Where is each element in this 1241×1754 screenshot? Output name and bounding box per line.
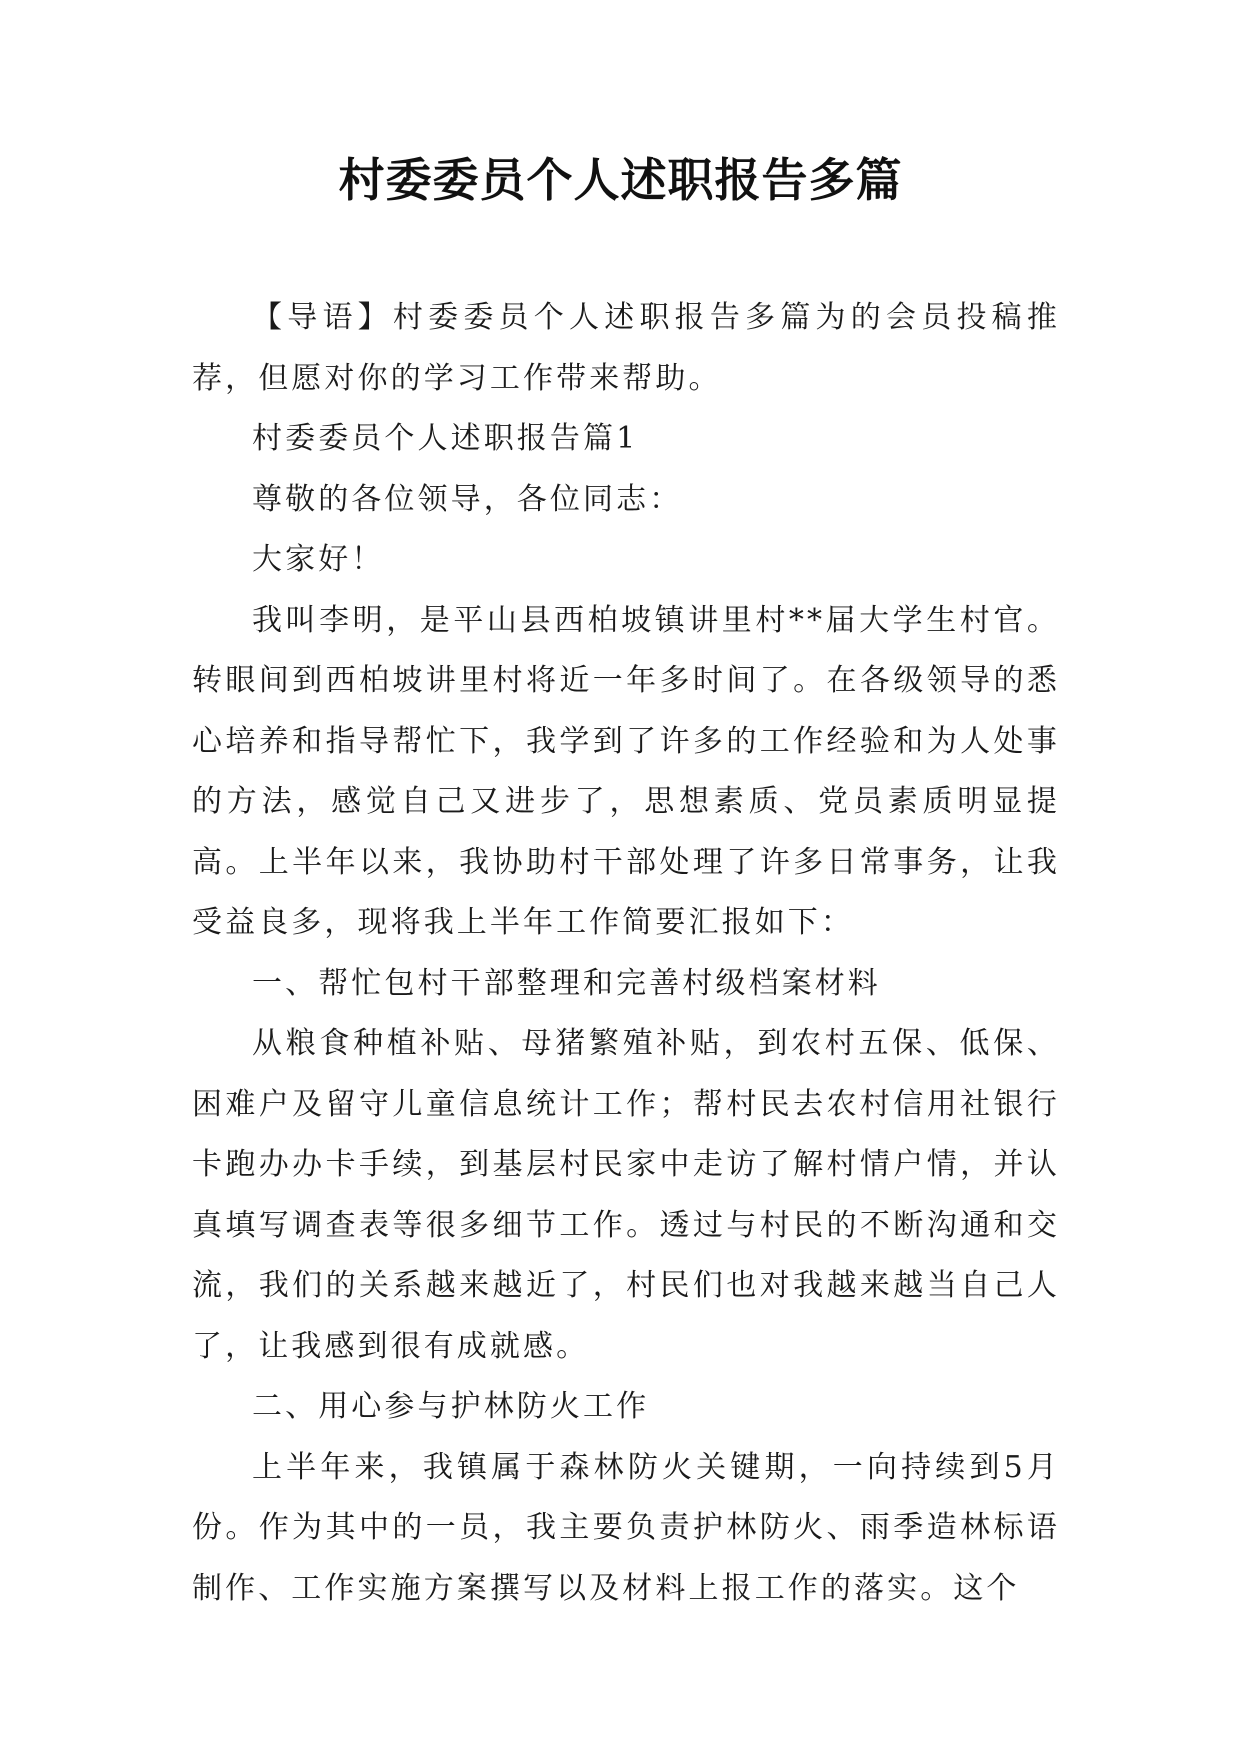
body-paragraph: 我叫李明，是平山县西柏坡镇讲里村**届大学生村官。转眼间到西柏坡讲里村将近一年多时间了。在各级领导的悉心培养和指导帮忙下，我学到了许多的工作经验和为人处事的方法，感觉自己又进步了，思想素质、党员素质明显提高。上半年以来，我协助村干部处理了许多日常事务，让我受益良多，现将我上半年工作简要汇报如下： [192,602,1060,940]
document-title: 村委委员个人述职报告多篇 [338,153,903,207]
body-paragraph: 从粮食种植补贴、母猪繁殖补贴，到农村五保、低保、困难户及留守儿童信息统计工作；帮村民去农村信用社银行卡跑办办卡手续，到基层村民家中走访了解村情户情，并认真填写调查表等很多细节工作。透过与村民的不断沟通和交流，我们的关系越来越近了，村民们也对我越来越当自己人了，让我感到很有成就感。 [192,1026,1060,1364]
salutation: 尊敬的各位领导，各位同志： [252,481,683,517]
intro-paragraph: 【导语】村委委员个人述职报告多篇为的会员投稿推荐，但愿对你的学习工作带来帮助。 [192,300,1060,396]
subheading: 一、帮忙包村干部整理和完善村级档案材料 [252,965,881,1001]
document-body [192,288,1060,1619]
section-heading: 村委委员个人述职报告篇1 [252,421,639,456]
body-paragraph: 上半年来，我镇属于森林防火关键期，一向持续到5月份。作为其中的一员，我主要负责护林防火、雨季造林标语制作、工作实施方案撰写以及材料上报工作的落实。这个 [192,1449,1060,1606]
subheading: 二、用心参与护林防火工作 [252,1389,650,1424]
greeting: 大家好！ [252,542,385,577]
